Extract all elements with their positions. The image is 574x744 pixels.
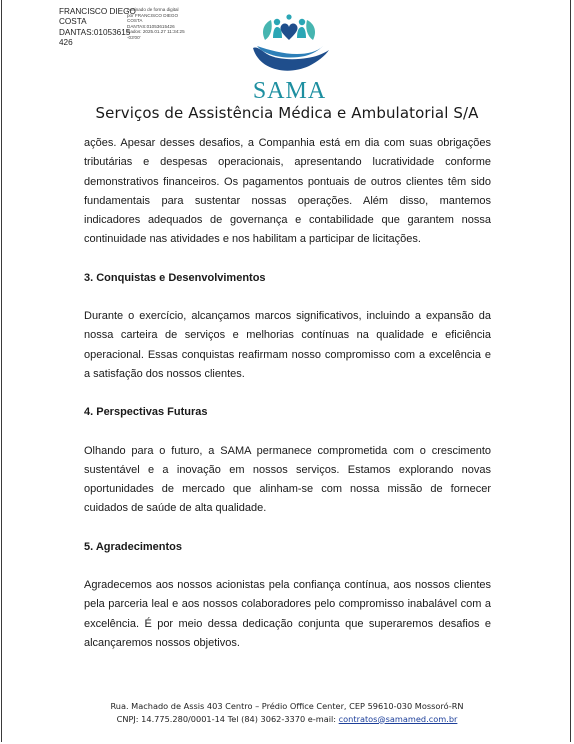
signature-name-line: 426: [59, 37, 73, 47]
section-heading-5: 5. Agradecimentos: [84, 540, 183, 553]
footer-email-link[interactable]: contratos@samamed.com.br: [338, 713, 458, 724]
digital-signature-details: [127, 7, 197, 41]
footer-address: Rua. Machado de Assis 403 Centro – Prédio Office Center, CEP 59610-030 Mossoró-RN: [110, 701, 464, 711]
caring-hand-icon: [247, 10, 332, 80]
signature-name-line: DANTAS:01053615: [59, 27, 131, 37]
company-name-header: Serviços de Assistência Médica e Ambulatorial S/A: [95, 104, 479, 122]
signature-detail-line: por FRANCISCO DIEGO: [127, 12, 179, 18]
section-heading-4: 4. Perspectivas Futuras: [84, 406, 208, 419]
paragraph-section-5: Agradecemos aos nossos acionistas pela confiança contínua, aos nossos clientes pela parceria leal e aos nossos colaboradores pelo compromisso inabalável com a excelência. É por meio dessa dedicação conjunta que superaremos desafios e alcançaremos nossos objetivos.: [84, 579, 491, 649]
paragraph-section-4: Olhando para o futuro, a SAMA permanece comprometida com o crescimento sustentável e a inovação em nossos serviços. Estamos explorando novas oportunidades de mercado que alinham-se com nossa missão de fornecer cuidados de saúde de alta qualidade.: [84, 444, 491, 515]
logo-wordmark: SAMA: [252, 78, 327, 104]
signature-detail-line: Assinado de forma digital: [127, 7, 179, 12]
sama-logo: [247, 10, 332, 105]
page-footer: [0, 700, 574, 725]
footer-cnpj-phone: CNPJ: 14.775.280/0001-14 Tel (84) 3062-3370 e-mail:: [116, 713, 339, 724]
document-body: [84, 134, 491, 653]
signature-detail-line: -03'00': [127, 34, 141, 40]
footer-contact: [0, 713, 574, 726]
paragraph-section-2-continued: ações. Apesar desses desafios, a Companhia está em dia com suas obrigações tributárias e despesas operacionais, apresentando lucratividade conforme demonstrativos financeiros. Os pagamentos pontuais de outros clientes têm sido fundamentais para sustentar nossas operações. Além disso, mantemos indicadores adequados de governança e contabilidade que garantem nossa continuidade nas atividades e nos habilitam a participar de licitações.: [84, 137, 491, 246]
signature-name-line: COSTA: [59, 17, 87, 27]
section-heading-3: 3. Conquistas e Desenvolvimentos: [84, 271, 266, 284]
signature-name-line: FRANCISCO DIEGO: [59, 7, 136, 16]
signature-detail-line: Dados: 2025.01.27 11:34:25: [127, 29, 185, 35]
signature-detail-line: COSTA: [127, 18, 143, 24]
signature-detail-line: DANTAS:01053615426: [127, 23, 175, 29]
paragraph-section-3: Durante o exercício, alcançamos marcos significativos, incluindo a expansão da nossa carteira de serviços e melhorias contínuas na qualidade e eficiência operacional. Essas conquistas reafirmam nosso compromisso com a excelência e a satisfação dos nossos clientes.: [84, 310, 491, 380]
